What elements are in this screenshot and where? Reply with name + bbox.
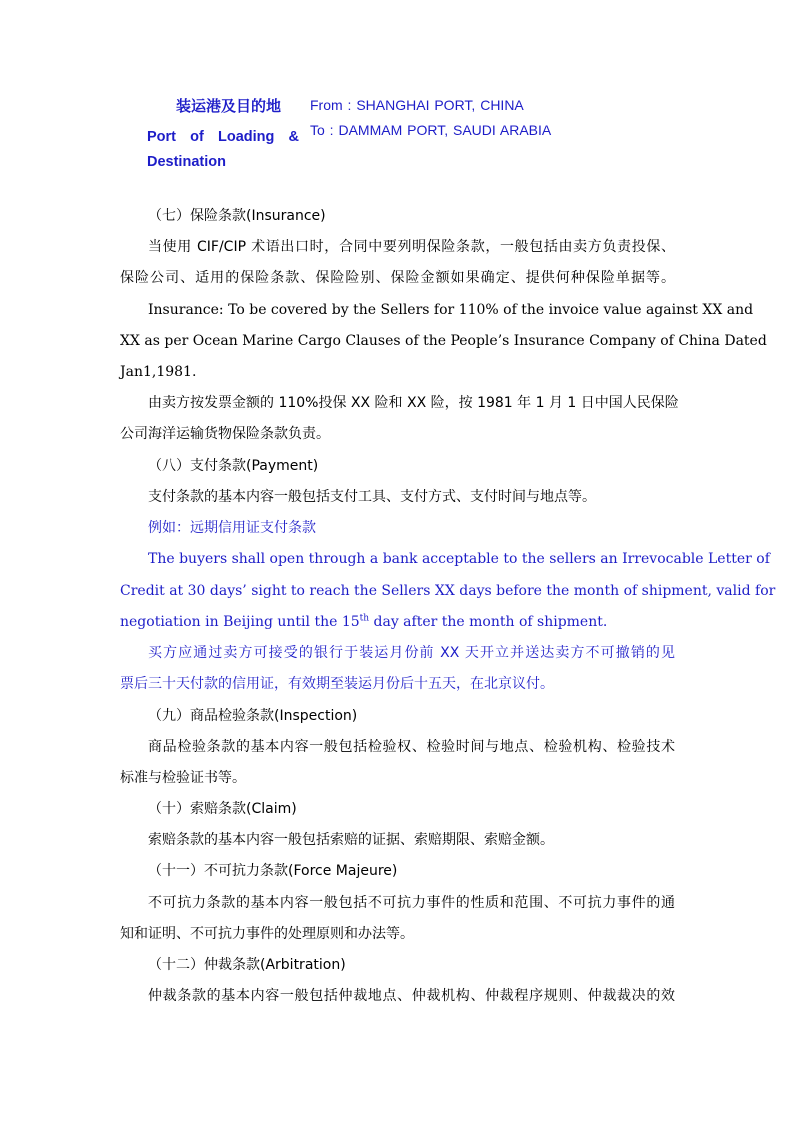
insurance-cn-line2: 公司海洋运输货物保险条款负责。 <box>120 426 330 442</box>
payment-heading: （八）支付条款(Payment) <box>148 458 319 474</box>
port-from: From : SHANGHAI PORT, CHINA <box>310 97 524 113</box>
claim-heading: （十）索赔条款(Claim) <box>148 801 297 817</box>
insurance-heading: （七）保险条款(Insurance) <box>148 208 326 224</box>
port-label-cn: 装运港及目的地 <box>176 97 282 115</box>
force-majeure-desc-line2: 知和证明、不可抗力事件的处理原则和办法等。 <box>120 926 414 942</box>
payment-en-line3-sup: th <box>359 613 370 624</box>
insurance-en-line3: Jan1,1981. <box>120 364 197 380</box>
payment-cn-line1: 买方应通过卖方可接受的银行于装运月份前 XX 天开立并送达卖方不可撤销的见 <box>148 645 675 661</box>
payment-en-line3-pre: negotiation in Beijing until the 15 <box>120 614 360 630</box>
insurance-desc-line2: 保险公司、适用的保险条款、保险险别、保险金额如果确定、提供何种保险单据等。 <box>120 270 675 286</box>
port-label-en: Port of Loading & <box>147 129 299 145</box>
arbitration-heading: （十二）仲裁条款(Arbitration) <box>148 957 346 973</box>
payment-en-line2: Credit at 30 days’ sight to reach the Sellers XX days before the month of shipment, valid for <box>120 583 776 599</box>
insurance-cn-line1: 由卖方按发票金额的 110%投保 XX 险和 XX 险，按 1981 年 1 月 1 日中国人民保险 <box>148 395 679 411</box>
insurance-desc-line1: 当使用 CIF/CIP 术语出口时，合同中要列明保险条款，一般包括由卖方负责投保、 <box>148 239 675 255</box>
payment-cn-line2: 票后三十天付款的信用证，有效期至装运月份后十五天，在北京议付。 <box>120 676 554 692</box>
inspection-desc-line2: 标准与检验证书等。 <box>120 770 246 786</box>
insurance-en-line1: Insurance: To be covered by the Sellers for 110% of the invoice value against XX and <box>148 302 754 318</box>
inspection-heading: （九）商品检验条款(Inspection) <box>148 708 358 724</box>
force-majeure-heading: （十一）不可抗力条款(Force Majeure) <box>148 863 398 879</box>
payment-en-line3 <box>120 612 675 632</box>
payment-en-line1: The buyers shall open through a bank acceptable to the sellers an Irrevocable Letter of <box>148 551 770 567</box>
port-to: To : DAMMAM PORT, SAUDI ARABIA <box>310 122 552 138</box>
claim-desc: 索赔条款的基本内容一般包括索赔的证据、索赔期限、索赔金额。 <box>148 832 554 848</box>
payment-en-line3-post: day after the month of shipment. <box>369 614 608 630</box>
payment-example-label: 例如：远期信用证支付条款 <box>148 520 316 536</box>
inspection-desc-line1: 商品检验条款的基本内容一般包括检验权、检验时间与地点、检验机构、检验技术 <box>148 739 675 755</box>
payment-desc: 支付条款的基本内容一般包括支付工具、支付方式、支付时间与地点等。 <box>148 489 596 505</box>
insurance-en-line2: XX as per Ocean Marine Cargo Clauses of the People’s Insurance Company of China Dated <box>120 333 767 349</box>
port-label-en-destination: Destination <box>147 154 226 170</box>
force-majeure-desc-line1: 不可抗力条款的基本内容一般包括不可抗力事件的性质和范围、不可抗力事件的通 <box>148 895 675 911</box>
arbitration-desc-line1: 仲裁条款的基本内容一般包括仲裁地点、仲裁机构、仲裁程序规则、仲裁裁决的效 <box>148 988 675 1004</box>
port-of-loading-block <box>146 94 706 174</box>
